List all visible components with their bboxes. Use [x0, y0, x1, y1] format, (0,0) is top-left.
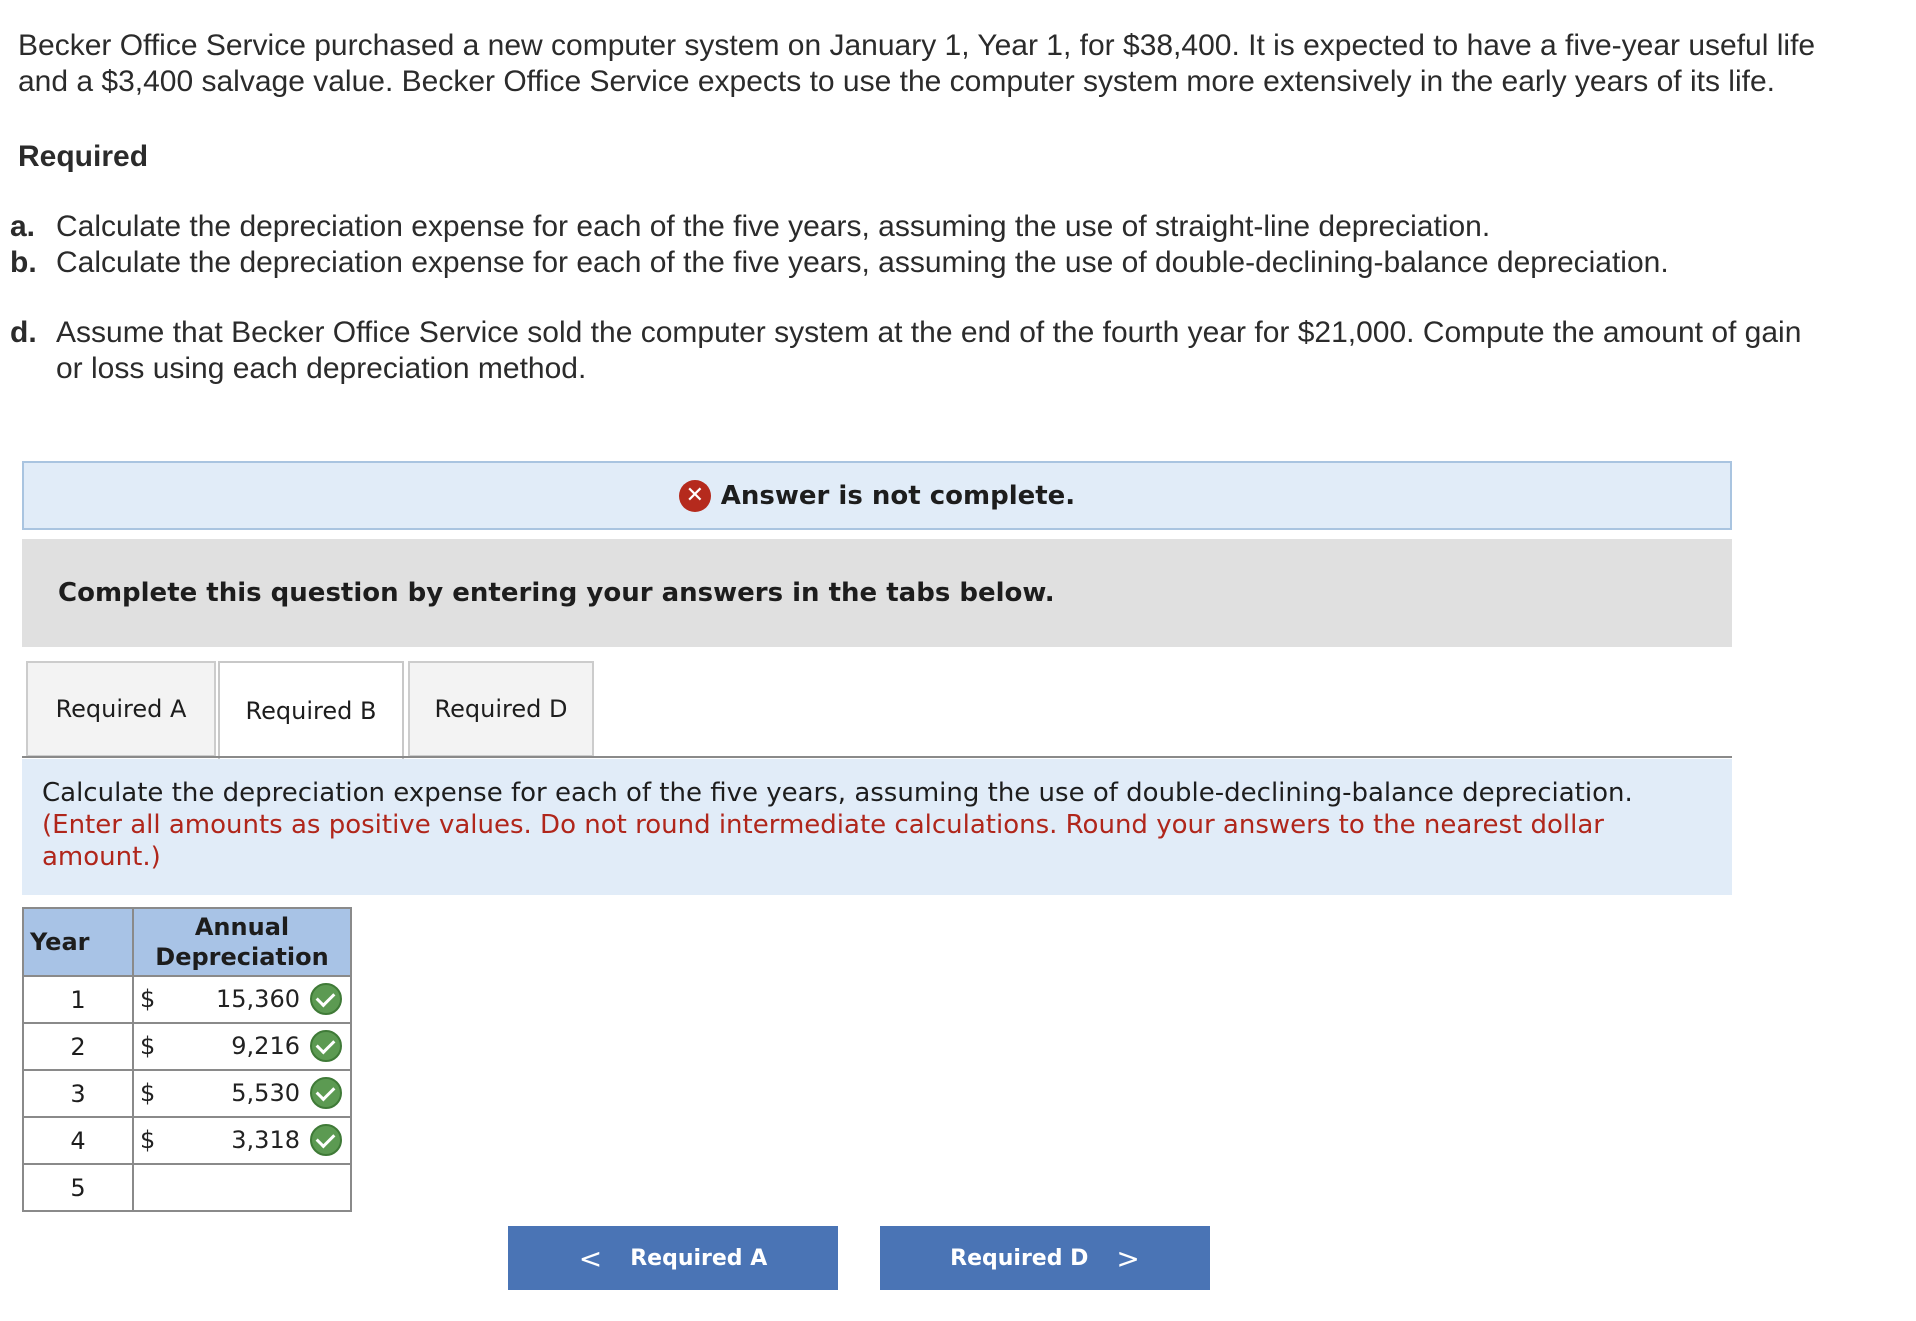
amount-value[interactable]: 3,318 [231, 1126, 300, 1154]
amount-input-cell[interactable] [133, 1070, 351, 1117]
tab-note [42, 809, 1712, 873]
column-header-year: Year [23, 908, 133, 976]
problem-intro [18, 28, 1908, 100]
tab-instructions [22, 759, 1732, 895]
check-circle-icon [310, 1124, 342, 1156]
table-row [23, 1023, 351, 1070]
required-item-text [56, 315, 1801, 387]
check-circle-icon [310, 983, 342, 1015]
required-item-d-line-1: Assume that Becker Office Service sold the computer system at the end of the fourth year for $21,000. Compute the amount of gain [56, 316, 1802, 349]
required-heading: Required [18, 140, 149, 173]
required-list [10, 209, 1900, 281]
table-row [23, 1117, 351, 1164]
required-item-letter: b. [10, 246, 37, 279]
year-cell: 4 [23, 1117, 133, 1164]
prev-button-label: Required A [630, 1245, 768, 1271]
currency-symbol: $ [140, 985, 156, 1013]
year-cell: 5 [23, 1164, 133, 1211]
required-item-b [10, 245, 1900, 281]
next-button-label: Required D [950, 1245, 1089, 1271]
chevron-right-icon: > [1116, 1241, 1140, 1275]
table-header-row [23, 908, 351, 976]
answer-status-banner [22, 461, 1732, 530]
instruction-box [22, 539, 1732, 647]
answer-status-text: Answer is not complete. [720, 480, 1076, 511]
amount-input-cell[interactable] [133, 976, 351, 1023]
table-row [23, 976, 351, 1023]
tab-required-a[interactable]: Required A [26, 661, 216, 757]
x-circle-icon: ✕ [679, 480, 711, 512]
amount-input-cell-empty[interactable] [133, 1164, 351, 1211]
required-item-d-line-2: or loss using each depreciation method. [56, 352, 587, 385]
depreciation-table [22, 907, 352, 1212]
instruction-text: Complete this question by entering your answers in the tabs below. [58, 578, 1055, 608]
tab-required-b[interactable]: Required B [218, 661, 404, 759]
required-item-letter: a. [10, 210, 36, 243]
next-required-d-button[interactable] [880, 1226, 1210, 1290]
tab-divider [22, 756, 1732, 758]
year-cell: 2 [23, 1023, 133, 1070]
column-header-annual-depreciation [133, 908, 351, 976]
check-circle-icon [310, 1077, 342, 1109]
intro-line-2: and a $3,400 salvage value. Becker Office Service expects to use the computer system more extensively in the early years of its life. [18, 65, 1775, 98]
amount-input-cell[interactable] [133, 1117, 351, 1164]
required-item-letter: d. [10, 316, 37, 349]
table-row [23, 1164, 351, 1211]
check-circle-icon [310, 1030, 342, 1062]
required-item-a [10, 209, 1900, 245]
table-row [23, 1070, 351, 1117]
amount-value[interactable]: 15,360 [216, 985, 300, 1013]
tab-required-d[interactable]: Required D [408, 661, 594, 757]
required-item-d [10, 315, 1900, 387]
required-item-text: Calculate the depreciation expense for each of the five years, assuming the use of straight-line depreciation. [56, 210, 1491, 243]
amount-value[interactable]: 5,530 [231, 1079, 300, 1107]
tab-note-line-2: amount.) [42, 842, 161, 872]
tab-question: Calculate the depreciation expense for each of the five years, assuming the use of double-declining-balance depreciation. [42, 778, 1633, 808]
required-item-d-row [10, 315, 1900, 387]
currency-symbol: $ [140, 1079, 156, 1107]
required-item-text: Calculate the depreciation expense for each of the five years, assuming the use of double-declining-balance depreciation. [56, 246, 1669, 279]
intro-line-1: Becker Office Service purchased a new computer system on January 1, Year 1, for $38,400. It is expected to have a five-year useful life [18, 29, 1816, 62]
year-cell: 3 [23, 1070, 133, 1117]
tab-note-line-1: (Enter all amounts as positive values. Do not round intermediate calculations. Round your answers to the nearest dollar [42, 810, 1604, 840]
amount-value[interactable]: 9,216 [231, 1032, 300, 1060]
year-cell: 1 [23, 976, 133, 1023]
column-header-annual-line-1: Annual [194, 913, 290, 941]
chevron-left-icon: < [578, 1241, 603, 1275]
column-header-annual-line-2: Depreciation [155, 943, 329, 971]
currency-symbol: $ [140, 1032, 156, 1060]
amount-input-cell[interactable] [133, 1023, 351, 1070]
currency-symbol: $ [140, 1126, 156, 1154]
prev-required-a-button[interactable] [508, 1226, 838, 1290]
